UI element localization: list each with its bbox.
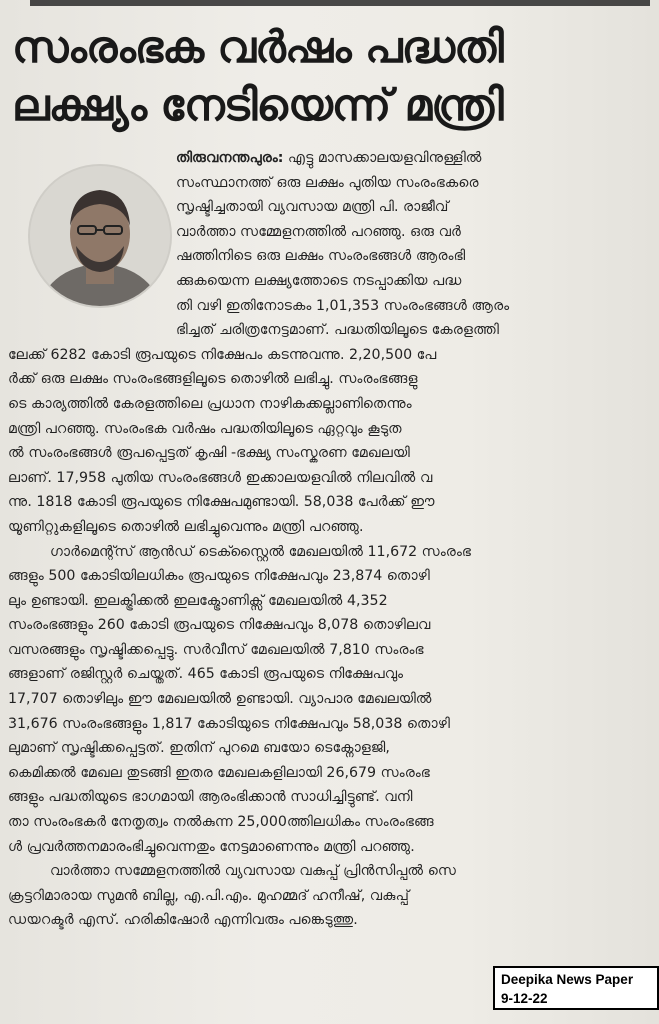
article-line: ന്നു. 1818 കോടി രൂപയുടെ നിക്ഷേപമുണ്ടായി. 58,038 പേർക്ക് ഈ	[8, 494, 435, 511]
article-line: ടെ കാര്യത്തിൽ കേരളത്തിലെ പ്രധാന നാഴികക്കല്ലാണിതെന്നും	[8, 395, 412, 412]
article-line: ഭിച്ചത് ചരിത്രനേട്ടമാണ്. പദ്ധതിയിലൂടെ കേരളത്തി	[176, 322, 499, 339]
dateline: തിരുവനന്തപുരം:	[176, 150, 284, 166]
top-rule	[30, 0, 650, 6]
article-line: ഗാർമെന്റ്സ് ആൻഡ് ടെക്സ്റ്റൈൽ മേഖലയിൽ 11,672 സംരംഭ	[50, 543, 472, 560]
credit-source: Deepika News Paper	[501, 972, 634, 987]
source-credit-box	[493, 966, 659, 1010]
headline-line-2: ലക്ഷ്യം നേടിയെന്ന് മന്ത്രി	[12, 80, 503, 131]
article-line: സംസ്ഥാനത്ത് ഒരു ലക്ഷം പുതിയ സംരംഭകരെ	[176, 174, 479, 191]
article-body	[8, 146, 648, 933]
article-line: യൂണിറ്റുകളിലൂടെ തൊഴിൽ ലഭിച്ചുവെന്നും മന്ത്രി പറഞ്ഞു.	[8, 518, 364, 535]
article-line: ഷത്തിനിടെ ഒരു ലക്ഷം സംരംഭങ്ങൾ ആരംഭി	[176, 248, 466, 265]
article-line: ങ്ങളും 500 കോടിയിലധികം രൂപയുടെ നിക്ഷേപവും 23,874 തൊഴി	[8, 568, 430, 585]
article-line: കെമിക്കൽ മേഖല തുടങ്ങി ഇതര മേഖലകളിലായി 26,679 സംരംഭ	[8, 764, 430, 781]
article-line: ർക്ക് ഒരു ലക്ഷം സംരംഭങ്ങളിലൂടെ തൊഴിൽ ലഭിച്ചു. സംരംഭങ്ങളു	[8, 371, 418, 388]
article-line: 17,707 തൊഴിലും ഈ മേഖലയിൽ ഉണ്ടായി. വ്യാപാര മേഖലയിൽ	[8, 691, 432, 708]
article-line: 31,676 സംരംഭങ്ങളും 1,817 കോടിയുടെ നിക്ഷേപവും 58,038 തൊഴി	[8, 715, 450, 732]
article-line: വാർത്താ സമ്മേളനത്തിൽ പറഞ്ഞു. ഒരു വർ	[176, 223, 461, 240]
article-line: ഡയറക്ടർ എസ്. ഹരികിഷോർ എന്നിവരും പങ്കെടുത്തു.	[8, 912, 358, 929]
article-line: വസരങ്ങളും സൃഷ്ടിക്കപ്പെട്ടു. സർവീസ് മേഖലയിൽ 7,810 സംരംഭ	[8, 641, 424, 658]
article-line: ക്രട്ടറിമാരായ സുമൻ ബില്ല, എ.പി.എം. മുഹമ്മദ് ഹനീഷ്, വകുപ്പ്	[8, 887, 409, 904]
article-line: ലേക്ക് 6282 കോടി രൂപയുടെ നിക്ഷേപം കടന്നുവന്നു. 2,20,500 പേ	[8, 346, 437, 363]
article-line: ങ്ങളാണ് രജിസ്റ്റർ ചെയ്തത്. 465 കോടി രൂപയുടെ നിക്ഷേപവും	[8, 666, 404, 683]
article-line: ക്കുകയെന്ന ലക്ഷ്യത്തോടെ നടപ്പാക്കിയ പദ്ധ	[176, 272, 462, 289]
article-line: തി വഴി ഇതിനോടകം 1,01,353 സംരംഭങ്ങൾ ആരം	[176, 297, 510, 314]
article-line: ലാണ്. 17,958 പുതിയ സംരംഭങ്ങൾ ഇക്കാലയളവിൽ നിലവിൽ വ	[8, 469, 433, 486]
article-line: മന്ത്രി പറഞ്ഞു. സംരംഭക വർഷം പദ്ധതിയിലൂടെ ഏറ്റവും കൂടുത	[8, 420, 402, 437]
article-line: ലും ഉണ്ടായി. ഇലക്ട്രിക്കൽ ഇലക്ട്രോണിക്സ് മേഖലയിൽ 4,352	[8, 592, 388, 609]
article-line: ൾ പ്രവർത്തനമാരംഭിച്ചുവെന്നതും നേട്ടമാണെന്നും മന്ത്രി പറഞ്ഞു.	[8, 838, 415, 855]
article-line: വാർത്താ സമ്മേളനത്തിൽ വ്യവസായ വകുപ്പ് പ്രിൻസിപ്പൽ സെ	[50, 863, 457, 880]
article-line: ങ്ങളും പദ്ധതിയുടെ ഭാഗമായി ആരംഭിക്കാൻ സാധിച്ചിട്ടുണ്ട്. വനി	[8, 789, 413, 806]
article-line: തിരുവനന്തപുരം: എട്ടു മാസക്കാലയളവിനുള്ളിൽ	[176, 150, 482, 166]
credit-date: 9-12-22	[501, 991, 548, 1006]
article-line: താ സംരംഭകർ നേതൃത്വം നൽകുന്ന 25,000ത്തിലധികം സംരംഭങ്ങ	[8, 814, 434, 831]
article-line: സംരംഭങ്ങളും 260 കോടി രൂപയുടെ നിക്ഷേപവും 8,078 തൊഴിലവ	[8, 617, 431, 634]
article-line: ൽ സംരംഭങ്ങൾ രൂപപ്പെട്ടത് കൃഷി -ഭക്ഷ്യ സംസ്കരണ മേഖലയി	[8, 445, 410, 462]
headline-line-1: സംരംഭക വർഷം പദ്ധതി	[12, 22, 503, 73]
article-line: സൃഷ്ടിച്ചതായി വ്യവസായ മന്ത്രി പി. രാജീവ്	[176, 199, 449, 216]
article-line: ലുമാണ് സൃഷ്ടിക്കപ്പെട്ടത്. ഇതിന് പുറമെ ബയോ ടെക്നോളജി,	[8, 740, 390, 757]
